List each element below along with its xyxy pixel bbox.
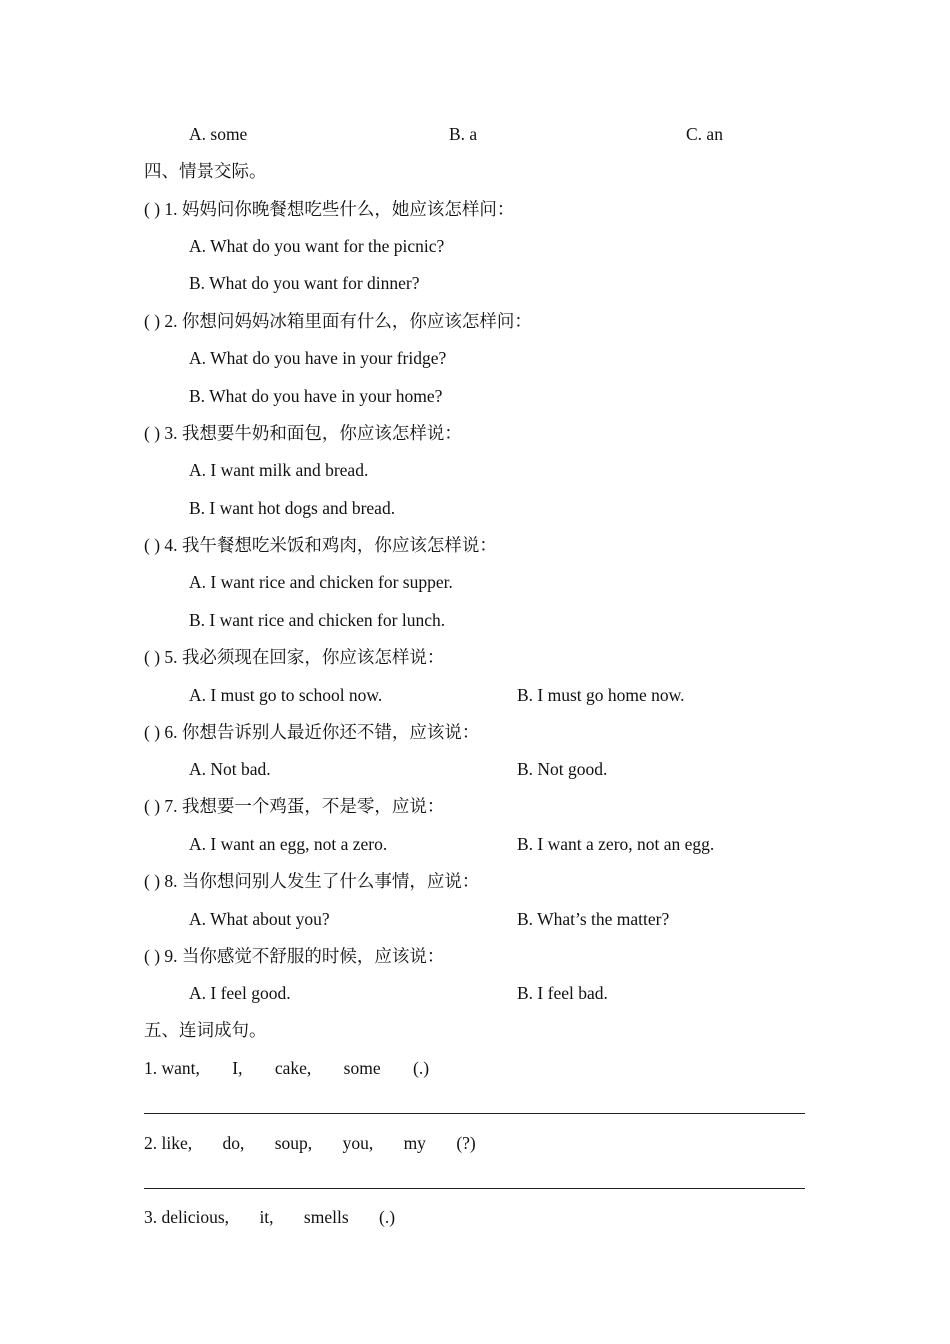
- word: (.): [413, 1058, 430, 1078]
- question-number: ( ) 5.: [144, 647, 178, 667]
- q8-option-b: B. What’s the matter?: [517, 909, 670, 929]
- word: my: [403, 1133, 426, 1153]
- q9-option-b: B. I feel bad.: [517, 983, 608, 1003]
- q5-option-b: B. I must go home now.: [517, 685, 685, 705]
- question-number: ( ) 3.: [144, 423, 178, 443]
- question-9: [144, 945, 444, 967]
- prev-option-c: C. an: [686, 124, 723, 144]
- question-6: [144, 721, 479, 743]
- question-5: [144, 646, 444, 668]
- question-number: ( ) 8.: [144, 871, 178, 891]
- item-number: 2.: [144, 1133, 158, 1153]
- word: (.): [379, 1207, 396, 1227]
- word: I,: [232, 1058, 243, 1078]
- q5-option-a: A. I must go to school now.: [189, 685, 383, 705]
- word: some: [343, 1058, 381, 1078]
- q6-option-a: A. Not bad.: [189, 759, 271, 779]
- word: cake,: [274, 1058, 312, 1078]
- q3-option-b: B. I want hot dogs and bread.: [189, 498, 396, 518]
- sentence-item-1: [144, 1057, 429, 1079]
- question-number: ( ) 6.: [144, 722, 178, 742]
- question-number: ( ) 9.: [144, 946, 178, 966]
- question-number: ( ) 2.: [144, 311, 178, 331]
- word: (?): [456, 1133, 476, 1153]
- question-number: ( ) 4.: [144, 535, 178, 555]
- question-prompt: 我必须现在回家，你应该怎样说：: [181, 647, 445, 667]
- word: like,: [161, 1133, 193, 1153]
- question-number: ( ) 1.: [144, 199, 178, 219]
- section4-title: 四、情景交际。: [144, 161, 267, 181]
- word: want,: [161, 1058, 200, 1078]
- q4-option-a: A. I want rice and chicken for supper.: [189, 572, 453, 592]
- word: soup,: [274, 1133, 313, 1153]
- question-2: [144, 310, 532, 332]
- word: it,: [259, 1207, 274, 1227]
- question-3: [144, 422, 462, 444]
- answer-line-2[interactable]: [144, 1188, 805, 1189]
- question-prompt: 当你想问别人发生了什么事情，应说：: [181, 871, 480, 891]
- question-prompt: 我想要牛奶和面包，你应该怎样说：: [181, 423, 462, 443]
- question-4: [144, 534, 497, 556]
- question-8: [144, 870, 479, 892]
- prev-option-a: A. some: [189, 124, 248, 144]
- question-1: [144, 198, 514, 220]
- q8-option-a: A. What about you?: [189, 909, 330, 929]
- word: delicious,: [161, 1207, 230, 1227]
- q1-option-a: A. What do you want for the picnic?: [189, 236, 445, 256]
- section5-title: 五、连词成句。: [144, 1020, 267, 1040]
- q3-option-a: A. I want milk and bread.: [189, 460, 369, 480]
- q7-option-b: B. I want a zero, not an egg.: [517, 834, 715, 854]
- word: you,: [342, 1133, 374, 1153]
- answer-line-1[interactable]: [144, 1113, 805, 1114]
- q7-option-a: A. I want an egg, not a zero.: [189, 834, 388, 854]
- q4-option-b: B. I want rice and chicken for lunch.: [189, 610, 446, 630]
- question-prompt: 你想问妈妈冰箱里面有什么，你应该怎样问：: [181, 311, 532, 331]
- q2-option-a: A. What do you have in your fridge?: [189, 348, 447, 368]
- question-number: ( ) 7.: [144, 796, 178, 816]
- word: do,: [222, 1133, 245, 1153]
- q1-option-b: B. What do you want for dinner?: [189, 273, 420, 293]
- q6-option-b: B. Not good.: [517, 759, 608, 779]
- question-7: [144, 795, 444, 817]
- question-prompt: 妈妈问你晚餐想吃些什么，她应该怎样问：: [181, 199, 515, 219]
- item-number: 1.: [144, 1058, 158, 1078]
- q2-option-b: B. What do you have in your home?: [189, 386, 443, 406]
- item-number: 3.: [144, 1207, 158, 1227]
- question-prompt: 我午餐想吃米饭和鸡肉，你应该怎样说：: [181, 535, 497, 555]
- question-prompt: 我想要一个鸡蛋，不是零，应说：: [181, 796, 445, 816]
- sentence-item-2: [144, 1132, 476, 1154]
- question-prompt: 你想告诉别人最近你还不错，应该说：: [181, 722, 480, 742]
- prev-option-b: B. a: [449, 124, 478, 144]
- question-prompt: 当你感觉不舒服的时候，应该说：: [181, 946, 445, 966]
- word: smells: [303, 1207, 349, 1227]
- q9-option-a: A. I feel good.: [189, 983, 291, 1003]
- sentence-item-3: [144, 1206, 395, 1228]
